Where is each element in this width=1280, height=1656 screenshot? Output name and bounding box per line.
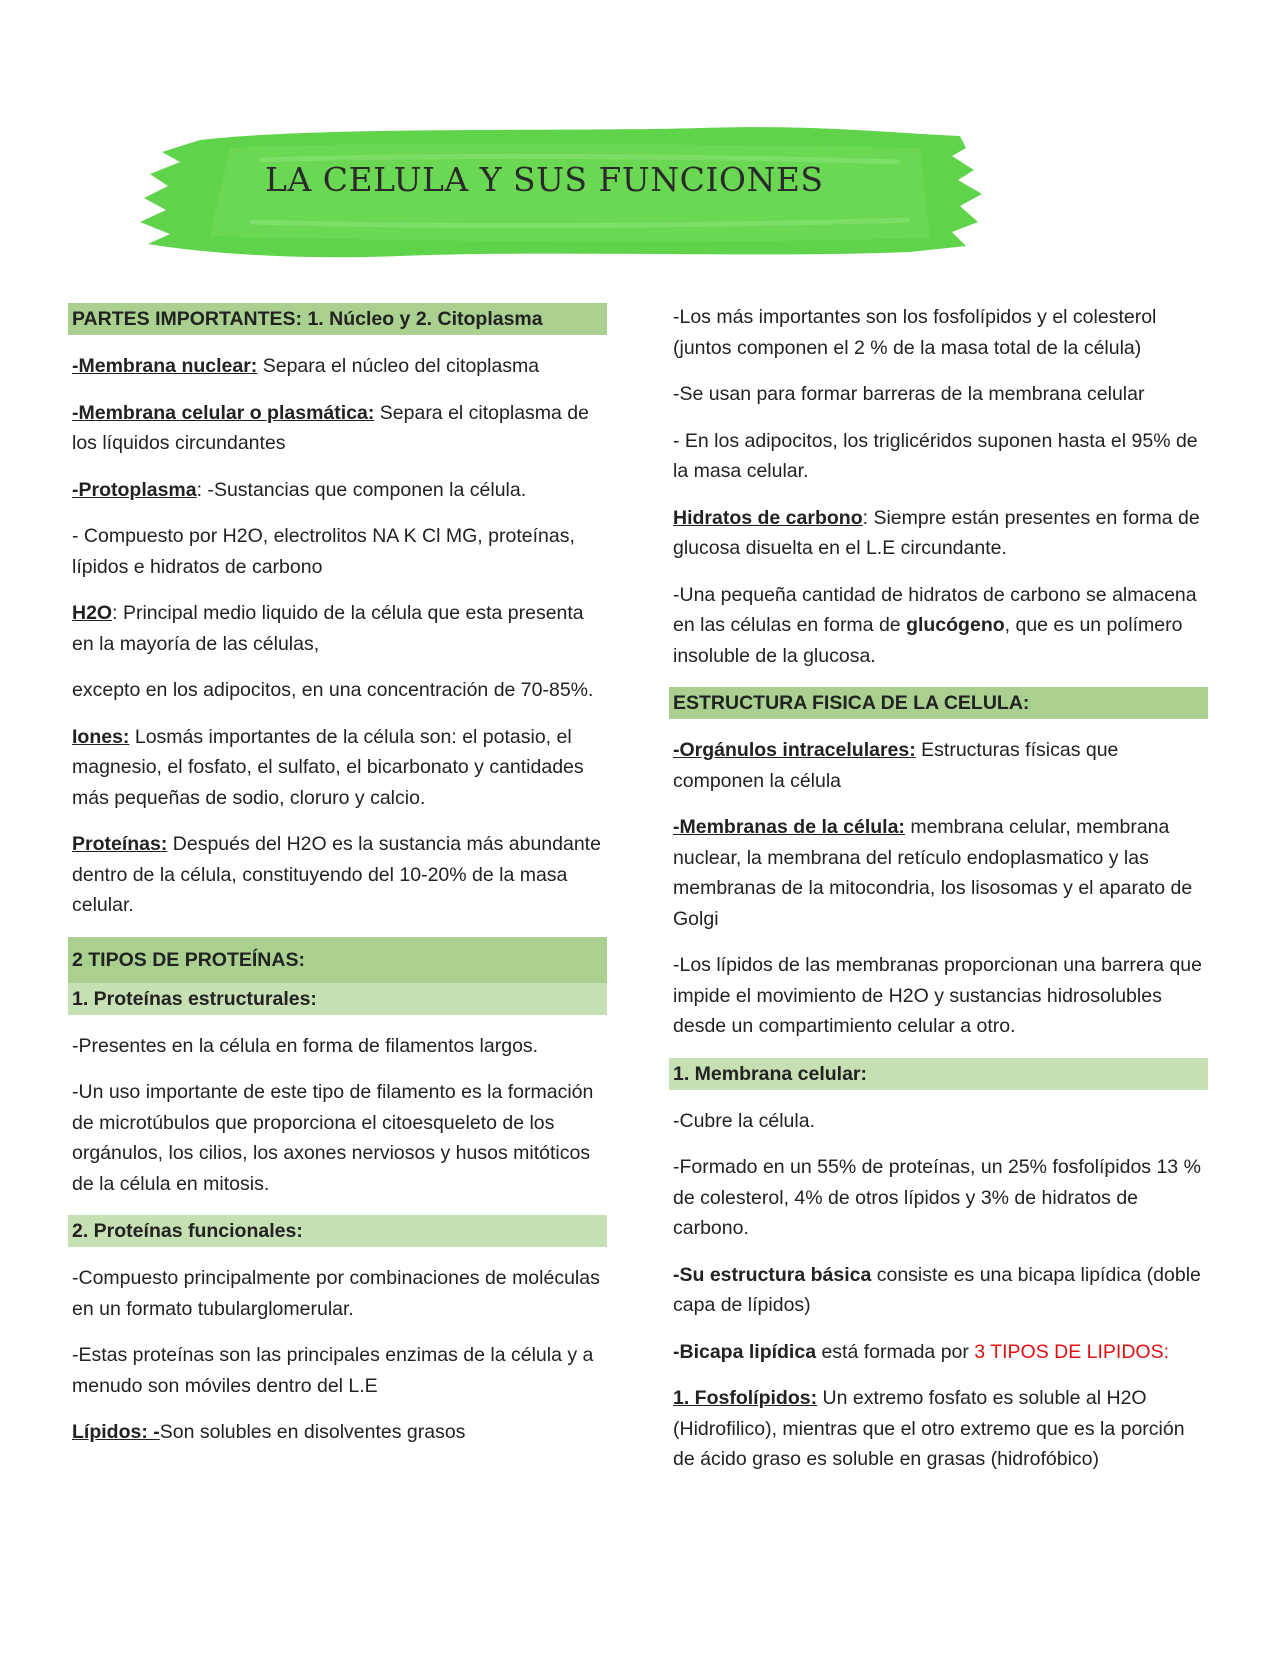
paragraph: -Un uso importante de este tipo de filamento es la formación de microtúbulos que proporciona el citoesqueleto de los orgánulos, los cilios, los axones nerviosos y husos mitóticos de la célula en mitosis.: [72, 1081, 594, 1195]
bold-term: -Bicapa lipídica: [673, 1340, 817, 1363]
term: -Membranas de la célula:: [673, 816, 905, 838]
bold-term: glucógeno: [906, 614, 1005, 636]
text: : Principal medio liquido de la célula que esta presenta en la mayoría de las células,: [72, 602, 584, 655]
term: -Orgánulos intracelulares:: [673, 739, 916, 761]
text: -Una pequeña cantidad de hidratos de carbono se almacena en las células en forma de: [673, 583, 1197, 636]
paragraph: [673, 1337, 1208, 1368]
text: : -Sustancias que componen la célula.: [196, 478, 527, 501]
bold-term: -Su estructura básica: [673, 1263, 872, 1286]
paragraph: -Los más importantes son los fosfolípidos y el colesterol (juntos componen el 2 % de la masa total de la célula): [673, 306, 1157, 359]
paragraph: [72, 475, 607, 506]
subheader-funcionales: 2. Proteínas funcionales:: [68, 1215, 607, 1247]
subheader-estructurales: 1. Proteínas estructurales:: [68, 983, 607, 1015]
text: está formada por: [816, 1340, 975, 1363]
paragraph: [72, 598, 607, 659]
paragraph: [72, 398, 607, 459]
paragraph: [72, 351, 607, 382]
paragraph: [72, 1417, 607, 1448]
term: H2O: [72, 602, 113, 624]
red-highlight: 3 TIPOS DE LIPIDOS:: [974, 1340, 1170, 1363]
paragraph: [673, 812, 1208, 934]
term: Proteínas:: [72, 833, 168, 855]
paragraph: - Compuesto por H2O, electrolitos NA K Cl MG, proteínas, lípidos e hidratos de carbono: [72, 525, 575, 578]
paragraph: -Presentes en la célula en forma de filamentos largos.: [72, 1034, 539, 1057]
subheader-membrana: 1. Membrana celular:: [669, 1058, 1208, 1090]
term: -Membrana nuclear:: [72, 355, 258, 377]
text: Losmás importantes de la célula son: el potasio, el magnesio, el fosfato, el sulfato, el bicarbonato y cantidades más pequeñas de sodio, cloruro y calcio.: [72, 725, 584, 809]
text: Son solubles en disolventes grasos: [159, 1421, 466, 1443]
title-banner: [140, 118, 1020, 268]
paragraph: -Cubre la célula.: [673, 1109, 815, 1132]
paragraph: [673, 503, 1208, 564]
paragraph: -Los lípidos de las membranas proporcionan una barrera que impide el movimiento de H2O y sustancias hidrosolubles desde un compartimiento celular a otro.: [673, 954, 1202, 1037]
paragraph: -Formado en un 55% de proteínas, un 25% fosfolípidos 13 % de colesterol, 4% de otros lípidos y 3% de hidratos de carbono.: [673, 1156, 1201, 1239]
paragraph: [673, 580, 1208, 672]
text: Después del H2O es la sustancia más abundante dentro de la célula, constituyendo del 10-20% de la masa celular.: [72, 833, 601, 916]
paragraph: excepto en los adipocitos, en una concentración de 70-85%.: [72, 679, 594, 701]
term: -Protoplasma: [72, 478, 197, 501]
paragraph: -Compuesto principalmente por combinaciones de moléculas en un formato tubularglomerular.: [72, 1267, 600, 1320]
section-header-estructura: ESTRUCTURA FISICA DE LA CELULA:: [669, 687, 1208, 719]
paragraph: [72, 722, 607, 814]
paragraph: -Estas proteínas son las principales enzimas de la célula y a menudo son móviles dentro del L.E: [72, 1344, 594, 1397]
text: Separa el núcleo del citoplasma: [257, 355, 540, 377]
paragraph: [673, 735, 1208, 796]
text: consiste es una bicapa lipídica (doble capa de lípidos): [673, 1263, 1201, 1316]
paragraph: [673, 1383, 1208, 1475]
text: Estructuras físicas que componen la célula: [673, 739, 1119, 792]
paragraph: - En los adipocitos, los triglicéridos suponen hasta el 95% de la masa celular.: [673, 429, 1198, 482]
term: -Membrana celular o plasmática:: [72, 401, 375, 424]
left-column: [72, 303, 607, 1464]
text: membrana celular, membrana nuclear, la membrana del retículo endoplasmatico y las membranas de la mitocondria, los lisosomas y el aparato de Golgi: [673, 816, 1193, 930]
paragraph: [673, 1260, 1208, 1321]
section-header-tipos: 2 TIPOS DE PROTEÍNAS:: [68, 937, 607, 983]
right-column: [673, 302, 1208, 1491]
term: Hidratos de carbono: [673, 506, 863, 529]
term: Lípidos: -: [72, 1421, 160, 1443]
text: , que es un polímero insoluble de la glucosa.: [673, 614, 1183, 667]
paragraph: -Se usan para formar barreras de la membrana celular: [673, 383, 1145, 405]
text: : Siempre están presentes en forma de glucosa disuelta en el L.E circundante.: [673, 506, 1200, 559]
term: Iones:: [72, 725, 130, 748]
page-title: LA CELULA Y SUS FUNCIONES: [265, 160, 824, 199]
paragraph: [72, 829, 607, 921]
term: 1. Fosfolípidos:: [673, 1387, 818, 1409]
text: Separa el citoplasma de los líquidos circundantes: [72, 401, 589, 454]
section-header-partes: PARTES IMPORTANTES: 1. Núcleo y 2. Citoplasma: [68, 303, 607, 335]
text: Un extremo fosfato es soluble al H2O (Hidrofilico), mientras que el otro extremo que es la porción de ácido graso es soluble en grasas (hidrofóbico): [673, 1387, 1185, 1470]
